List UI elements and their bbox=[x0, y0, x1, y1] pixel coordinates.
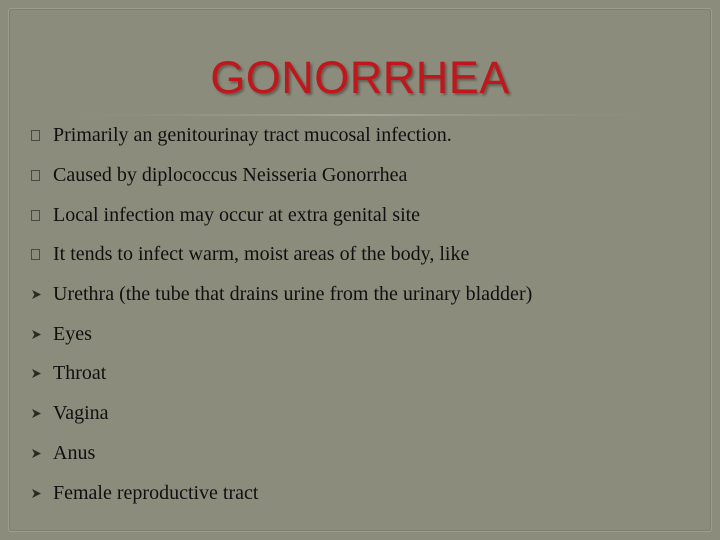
list-item bbox=[31, 195, 701, 235]
list-item-text: Eyes bbox=[53, 322, 92, 345]
list-item-text: Female reproductive tract bbox=[53, 481, 259, 504]
list-item-text: Urethra (the tube that drains urine from the urinary bladder) bbox=[53, 283, 533, 306]
bullet-list bbox=[31, 116, 701, 513]
box-bullet-icon bbox=[31, 130, 53, 141]
box-bullet-icon bbox=[31, 170, 53, 181]
list-item bbox=[31, 394, 701, 434]
arrow-bullet-icon bbox=[31, 408, 53, 419]
box-bullet-icon bbox=[31, 249, 53, 260]
list-item-text: Throat bbox=[53, 362, 107, 385]
list-item-text: Caused by diplococcus Neisseria Gonorrhea bbox=[53, 164, 408, 187]
list-item-text: Local infection may occur at extra genital site bbox=[53, 203, 421, 226]
list-item-text: Primarily an genitourinay tract mucosal infection. bbox=[53, 124, 452, 147]
arrow-bullet-icon bbox=[31, 289, 53, 300]
arrow-bullet-icon bbox=[31, 368, 53, 379]
list-item bbox=[31, 434, 701, 474]
arrow-bullet-icon bbox=[31, 329, 53, 340]
list-item bbox=[31, 275, 701, 315]
list-item bbox=[31, 314, 701, 354]
list-item bbox=[31, 235, 701, 275]
list-item bbox=[31, 116, 701, 156]
list-item bbox=[31, 156, 701, 196]
slide-title: GONORRHEA bbox=[210, 52, 510, 103]
list-item bbox=[31, 354, 701, 394]
arrow-bullet-icon bbox=[31, 448, 53, 459]
list-item-text: It tends to infect warm, moist areas of the body, like bbox=[53, 243, 470, 266]
list-item bbox=[31, 473, 701, 513]
list-item-text: Anus bbox=[53, 441, 96, 464]
list-item-text: Vagina bbox=[53, 402, 109, 425]
box-bullet-icon bbox=[31, 210, 53, 221]
arrow-bullet-icon bbox=[31, 488, 53, 499]
